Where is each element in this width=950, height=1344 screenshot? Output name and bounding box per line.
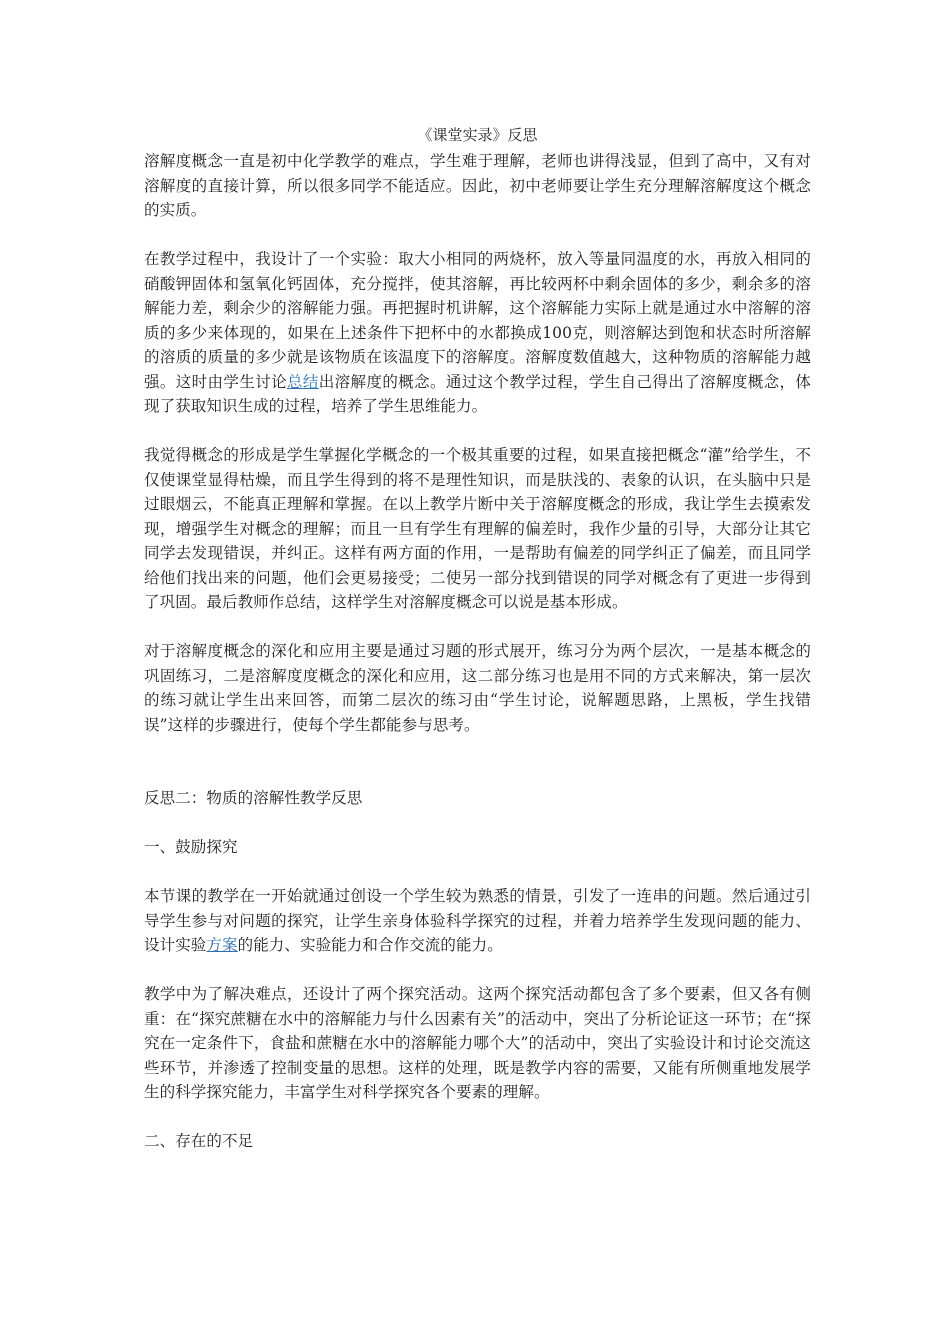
paragraph-spacer — [144, 615, 811, 640]
paragraph-lesson-opening-text-before: 本节课的教学在一开始就通过创设一个学生较为熟悉的情景，引发了一连串的问题。然后通过引导学生参与对问题的探究，让学生亲身体验科学探究的过程，并着力培养学生发现问题的能力、设计实验 — [144, 887, 811, 954]
paragraph-lesson-opening-text-after: 的能力、实验能力和合作交流的能力。 — [237, 936, 503, 954]
paragraph-experiment — [144, 247, 811, 419]
paragraph-experiment-text-before: 在教学过程中，我设计了一个实验：取大小相同的两烧杯，放入等量同温度的水，再放入相同的硝酸钾固体和氢氧化钙固体，充分搅拌，使其溶解，再比较两杯中剩余固体的多少，剩余多的溶解能力差，剩余少的溶解能力强。再把握时机讲解，这个溶解能力实际上就是通过水中溶解的溶质的多少来体现的，如果在上述条件下把杯中的水都换成100克，则溶解达到饱和状态时所溶解的溶质的质量的多少就是该物质在该温度下的溶解度。溶解度数值越大，这种物质的溶解能力越强。这时由学生讨论 — [144, 250, 811, 391]
document-title: 《课堂实录》反思 — [417, 126, 538, 144]
paragraph-experiment-text-after: 出溶解度的概念。通过这个教学过程，学生自己得出了溶解度概念，体现了获取知识生成的过程，培养了学生思维能力。 — [144, 372, 812, 415]
subheading-shortcomings: 二、存在的不足 — [144, 1132, 254, 1150]
paragraph-spacer — [144, 1105, 811, 1130]
summary-link[interactable]: 总结 — [287, 372, 319, 391]
subheading-encourage-inquiry: 一、鼓励探究 — [144, 838, 238, 856]
paragraph-spacer — [144, 860, 811, 885]
document-page — [144, 126, 811, 1154]
paragraph-lesson-opening — [144, 884, 811, 958]
plan-link[interactable]: 方案 — [206, 936, 238, 954]
paragraph-intro: 溶解度概念一直是初中化学教学的难点，学生难于理解，老师也讲得浅显，但到了高中，又有对溶解度的直接计算，所以很多同学不能适应。因此，初中老师要让学生充分理解溶解度这个概念的实质。 — [144, 152, 811, 219]
paragraph-concept-formation: 我觉得概念的形成是学生掌握化学概念的一个极其重要的过程，如果直接把概念“灌”给学生，不仅使课堂显得枯燥，而且学生得到的将不是理性知识，而是肤浅的、表象的认识，在头脑中只是过眼烟云，不能真正理解和掌握。在以上教学片断中关于溶解度概念的形成，我让学生去摸索发现，增强学生对概念的理解；而且一旦有学生有理解的偏差时，我作少量的引导，大部分让其它同学去发现错误，并纠正。这样有两方面的作用，一是帮助有偏差的同学纠正了偏差，而且同学给他们找出来的问题，他们会更易接受；二使另一部分找到错误的同学对概念有了更进一步得到了巩固。最后教师作总结，这样学生对溶解度概念可以说是基本形成。 — [144, 446, 811, 611]
paragraph-practice: 对于溶解度概念的深化和应用主要是通过习题的形式展开，练习分为两个层次，一是基本概念的巩固练习，二是溶解度度概念的深化和应用，这二部分练习也是用不同的方式来解决，第一层次的练习就让学生出来回答，而第二层次的练习由“学生讨论，说解题思路，上黑板，学生找错误”这样的步骤进行，使每个学生都能参与思考。 — [144, 642, 811, 734]
paragraph-spacer — [144, 419, 811, 444]
paragraph-spacer — [144, 811, 811, 836]
paragraph-spacer — [144, 737, 811, 786]
paragraph-spacer — [144, 958, 811, 983]
paragraph-spacer — [144, 223, 811, 248]
section-heading-reflection-two: 反思二：物质的溶解性教学反思 — [144, 789, 363, 807]
paragraph-inquiry-activities: 教学中为了解决难点，还设计了两个探究活动。这两个探究活动都包含了多个要素，但又各有侧重：在“探究蔗糖在水中的溶解能力与什么因素有关”的活动中，突出了分析论证这一环节；在“探究在一定条件下，食盐和蔗糖在水中的溶解能力哪个大”的活动中，突出了实验设计和讨论交流这些环节，并渗透了控制变量的思想。这样的处理，既是教学内容的需要，又能有所侧重地发展学生的科学探究能力，丰富学生对科学探究各个要素的理解。 — [144, 985, 811, 1101]
